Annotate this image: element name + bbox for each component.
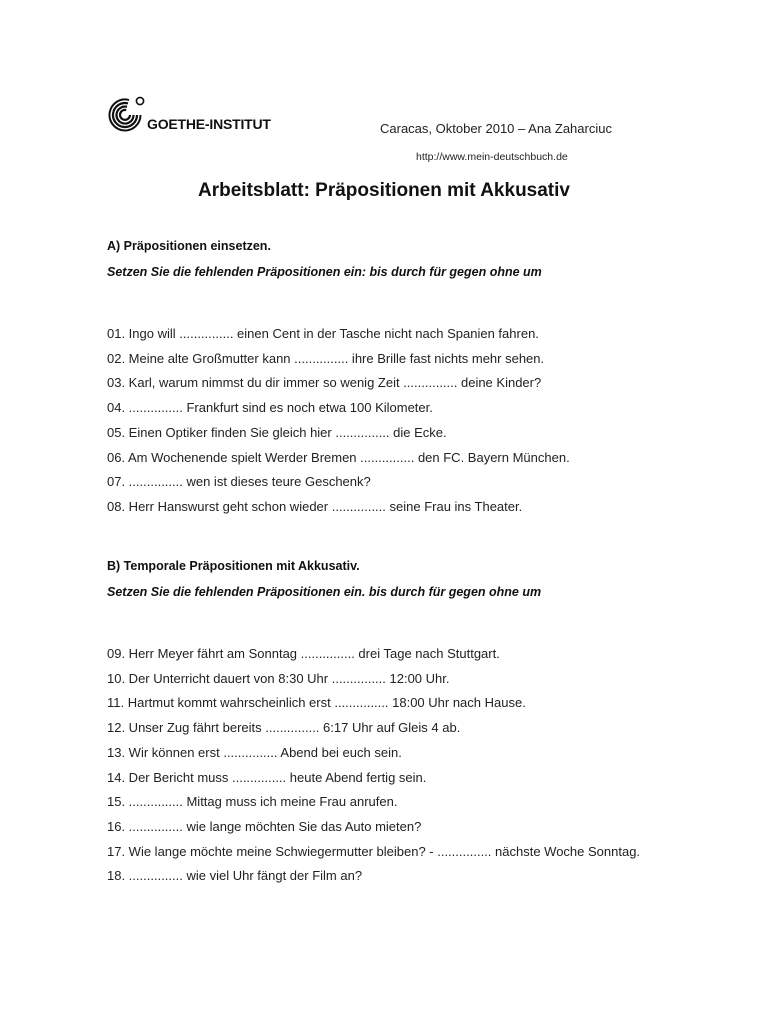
goethe-logo-icon bbox=[106, 95, 146, 135]
section-b-heading: B) Temporale Präpositionen mit Akkusativ. bbox=[107, 559, 360, 573]
exercise-item: 06. Am Wochenende spielt Werder Bremen ............... den FC. Bayern München. bbox=[107, 449, 570, 465]
source-url: http://www.mein-deutschbuch.de bbox=[416, 151, 568, 163]
goethe-institut-logo bbox=[106, 95, 271, 135]
page-title: Arbeitsblatt: Präpositionen mit Akkusativ bbox=[198, 180, 570, 201]
exercise-item: 09. Herr Meyer fährt am Sonntag ............... drei Tage nach Stuttgart. bbox=[107, 646, 500, 661]
exercise-item: 10. Der Unterricht dauert von 8:30 Uhr ............... 12:00 Uhr. bbox=[107, 670, 450, 686]
section-b-exercise-list bbox=[107, 642, 727, 889]
exercise-item: 18. ............... wie viel Uhr fängt der Film an? bbox=[107, 868, 363, 884]
exercise-item: 12. Unser Zug fährt bereits ............... 6:17 Uhr auf Gleis 4 ab. bbox=[107, 720, 461, 736]
exercise-item: 13. Wir können erst ............... Abend bei euch sein. bbox=[107, 744, 402, 760]
exercise-item: 07. ............... wen ist dieses teure Geschenk? bbox=[107, 474, 371, 490]
exercise-item: 01. Ingo will ............... einen Cent in der Tasche nicht nach Spanien fahren. bbox=[107, 326, 539, 341]
exercise-item: 02. Meine alte Großmutter kann ............... ihre Brille fast nichts mehr sehen. bbox=[107, 350, 545, 366]
exercise-item: 14. Der Bericht muss ............... heute Abend fertig sein. bbox=[107, 769, 427, 785]
exercise-item: 11. Hartmut kommt wahrscheinlich erst ............... 18:00 Uhr nach Hause. bbox=[107, 695, 526, 711]
section-a-instruction: Setzen Sie die fehlenden Präpositionen ein: bis durch für gegen ohne um bbox=[107, 265, 542, 279]
exercise-item: 16. ............... wie lange möchten Sie das Auto mieten? bbox=[107, 818, 422, 834]
exercise-item: 04. ............... Frankfurt sind es noch etwa 100 Kilometer. bbox=[107, 400, 433, 416]
exercise-item: 15. ............... Mittag muss ich meine Frau anrufen. bbox=[107, 794, 398, 810]
exercise-item: 08. Herr Hanswurst geht schon wieder ............... seine Frau ins Theater. bbox=[107, 498, 523, 514]
exercise-item: 03. Karl, warum nimmst du dir immer so wenig Zeit ............... deine Kinder? bbox=[107, 375, 542, 391]
section-a-exercise-list bbox=[107, 322, 727, 520]
section-a-heading: A) Präpositionen einsetzen. bbox=[107, 239, 271, 253]
exercise-item: 17. Wie lange möchte meine Schwiegermutter bleiben? - ............... nächste Woche Sonntag. bbox=[107, 843, 641, 859]
exercise-item: 05. Einen Optiker finden Sie gleich hier ............... die Ecke. bbox=[107, 424, 447, 440]
section-b-instruction: Setzen Sie die fehlenden Präpositionen ein. bis durch für gegen ohne um bbox=[107, 585, 542, 599]
logo-text: GOETHE-INSTITUT bbox=[147, 116, 271, 132]
place-date-author: Caracas, Oktober 2010 – Ana Zaharciuc bbox=[380, 121, 612, 136]
